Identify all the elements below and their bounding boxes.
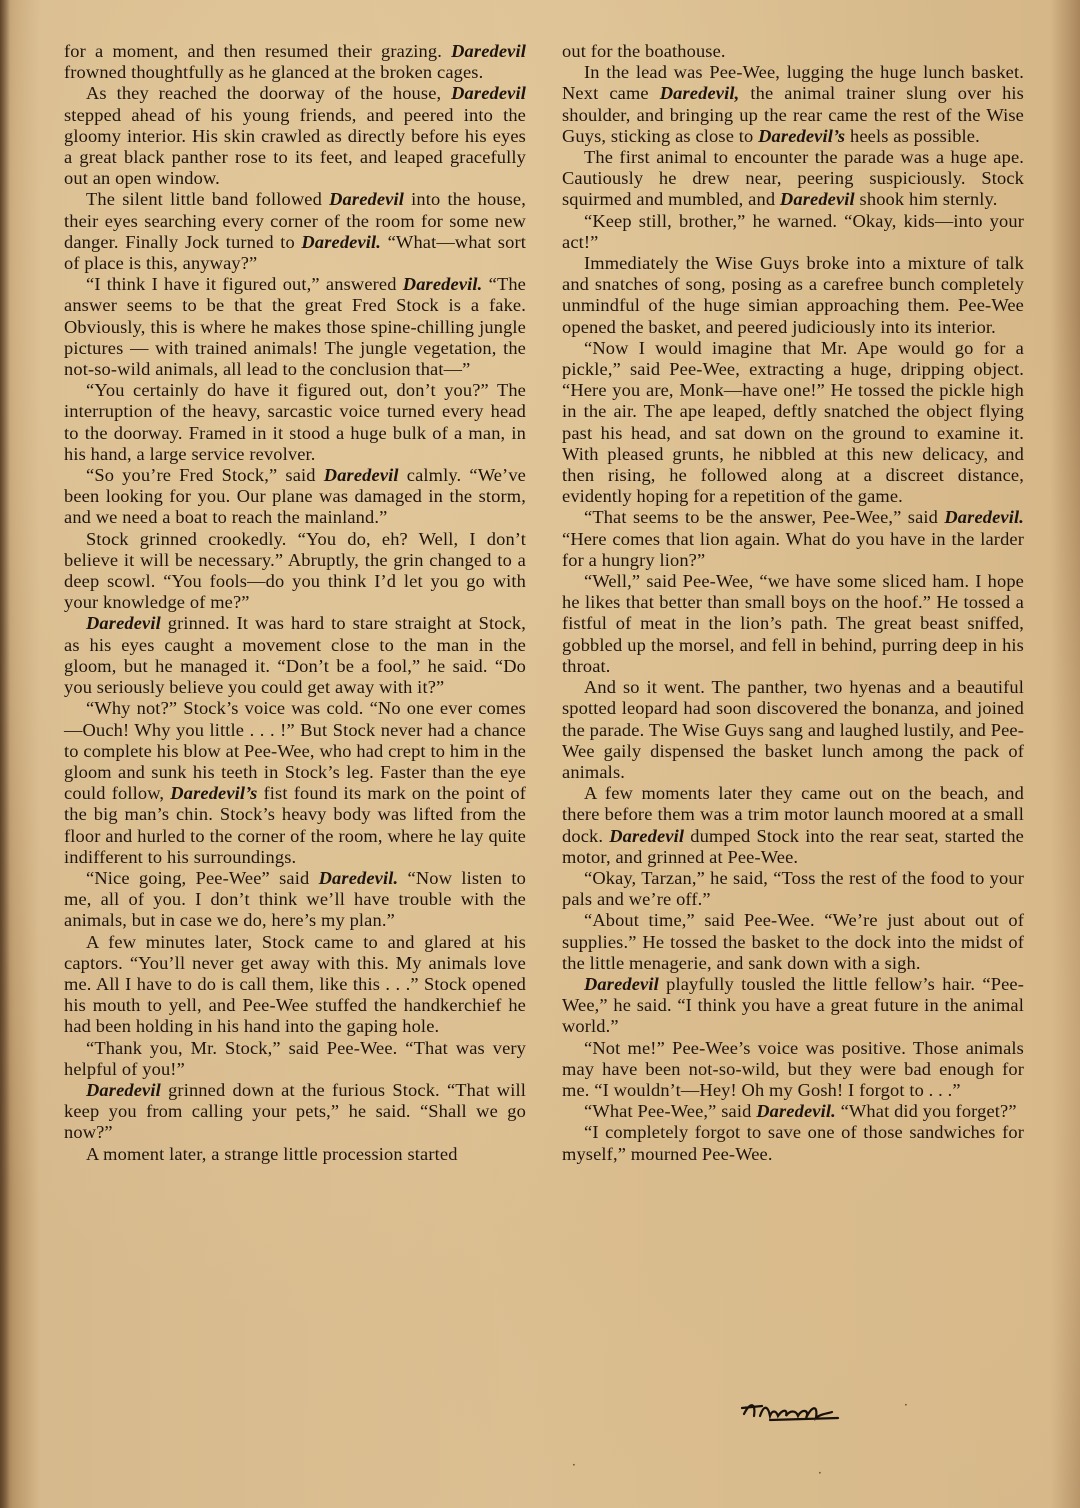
paragraph bbox=[562, 338, 1024, 508]
paragraph bbox=[64, 868, 526, 932]
italic-name: Daredevil bbox=[86, 613, 161, 634]
text-run: A few moments later they came out on the beach, and there before them was a trim motor launch moored at a small dock. bbox=[562, 783, 1024, 846]
text-run: “So you’re Fred Stock,” said bbox=[86, 465, 324, 486]
text-run: “I completely forgot to save one of those sandwiches for myself,” mourned Pee-Wee. bbox=[562, 1122, 1024, 1164]
paragraph bbox=[562, 1122, 1024, 1164]
text-run: “You certainly do have it figured out, don’t you?” The interruption of the heavy, sarcastic voice turned every head to the doorway. Framed in it stood a huge bulk of a man, in his hand, a large service revolver. bbox=[64, 380, 526, 464]
text-run: “What—what sort of place is this, anyway?” bbox=[64, 231, 526, 274]
text-run: The silent little band followed bbox=[86, 189, 330, 210]
text-run: for a moment, and then resumed their grazing. bbox=[64, 41, 452, 61]
paper-speck: · bbox=[818, 1466, 822, 1480]
paragraph bbox=[64, 83, 526, 189]
paragraph bbox=[562, 783, 1024, 868]
right-text-column bbox=[562, 41, 1024, 1165]
text-run: playfully tousled the little fellow’s hair. “Pee-Wee,” he said. “I think you have a great future in the animal world.” bbox=[562, 973, 1024, 1037]
paragraph bbox=[562, 62, 1024, 147]
paragraph bbox=[64, 1038, 526, 1080]
text-run: “The answer seems to be that the great Fred Stock is a fake. Obviously, this is where he makes those spine-chilling jungle pictures — with trained animals! The jungle vegetation, the not-so-wild animals, all lead to the conclusion that—” bbox=[64, 274, 526, 380]
paragraph bbox=[562, 910, 1024, 974]
italic-name: Daredevil. bbox=[944, 507, 1024, 528]
text-run: frowned thoughtfully as he glanced at the broken cages. bbox=[64, 62, 484, 83]
paragraph bbox=[64, 529, 526, 614]
text-run: The first animal to encounter the parade was a huge ape. Cautiously he drew near, peering suspiciously. Stock squirmed and mumbled, and bbox=[562, 147, 1024, 210]
italic-name: Daredevil bbox=[584, 973, 659, 994]
text-run: heels as possible. bbox=[845, 125, 980, 146]
paragraph bbox=[562, 211, 1024, 253]
text-run: And so it went. The panther, two hyenas and a beautiful spotted leopard had soon discovered the bonanza, and joined the parade. The Wise Guys sang and laughed lustily, and Pee-Wee gaily dispensed the basket lunch among the pack of animals. bbox=[562, 677, 1024, 782]
paragraph bbox=[64, 932, 526, 1038]
text-run: “Now listen to me, all of you. I don’t think we’ll have trouble with the animals, but in case we do, here’s my plan.” bbox=[64, 867, 526, 931]
text-run: Stock grinned crookedly. “You do, eh? Well, I don’t believe it will be necessary.” Abruptly, the grin changed to a deep scowl. “You fools—do you think I’d let you go with your knowledge of me?” bbox=[64, 528, 526, 613]
paragraph bbox=[64, 465, 526, 529]
paragraph bbox=[64, 41, 526, 83]
text-run: grinned. It was hard to stare straight at Stock, as his eyes caught a movement close to the man in the gloom, but he managed it. “Don’t be a fool,” he said. “Do you seriously believe you could get away with it?” bbox=[64, 613, 526, 698]
paper-speck: · bbox=[572, 1458, 576, 1472]
paragraph bbox=[562, 253, 1024, 338]
italic-name: Daredevil’s bbox=[758, 125, 846, 146]
text-run: shook him sternly. bbox=[854, 189, 998, 210]
text-run: A moment later, a strange little procession started bbox=[86, 1143, 458, 1164]
text-run: “Well,” said Pee-Wee, “we have some sliced ham. I hope he likes that better than small boys on the hoof.” He tossed a fistful of meat in the lion’s path. The great beast sniffed, gobbled up the morsel, and fell in behind, purring deep in his throat. bbox=[562, 571, 1024, 676]
paragraph bbox=[562, 571, 1024, 677]
text-run: calmly. “We’ve been looking for you. Our plane was damaged in the storm, and we need a boat to reach the mainland.” bbox=[64, 465, 526, 528]
paragraph bbox=[562, 974, 1024, 1038]
text-run: dumped Stock into the rear seat, started the motor, and grinned at Pee-Wee. bbox=[562, 825, 1024, 867]
italic-name: Daredevil bbox=[451, 41, 526, 61]
italic-name: Daredevil. bbox=[318, 867, 399, 888]
text-run: into the house, their eyes searching every corner of the room for some new danger. Finally Jock turned to bbox=[64, 189, 526, 252]
paragraph bbox=[562, 868, 1024, 910]
text-run: As they reached the doorway of the house, bbox=[86, 83, 452, 104]
paper-speck: · bbox=[904, 1398, 908, 1412]
paragraph bbox=[64, 274, 526, 380]
paragraph bbox=[64, 1144, 526, 1165]
text-run: stepped ahead of his young friends, and peered into the gloomy interior. His skin crawled as directly before his eyes a great black panther rose to its feet, and leaped gracefully out an open window. bbox=[64, 104, 526, 189]
italic-name: Daredevil bbox=[323, 465, 399, 486]
text-run: “I think I have it figured out,” answered bbox=[86, 274, 403, 295]
paragraph bbox=[562, 507, 1024, 571]
text-run: “Here comes that lion again. What do you have in the larder for a hungry lion?” bbox=[562, 528, 1024, 570]
paragraph bbox=[562, 1038, 1024, 1102]
paragraph bbox=[64, 1080, 526, 1144]
text-run: “Okay, Tarzan,” he said, “Toss the rest of the food to your pals and we’re off.” bbox=[562, 867, 1024, 910]
italic-name: Daredevil bbox=[609, 825, 685, 846]
italic-name: Daredevil bbox=[86, 1079, 161, 1100]
page-fold-shadow bbox=[0, 0, 10, 1508]
paragraph bbox=[64, 189, 526, 274]
left-text-column bbox=[64, 41, 526, 1165]
italic-name: Daredevil. bbox=[301, 231, 382, 252]
text-run: “Why not?” Stock’s voice was cold. “No one ever comes—Ouch! Why you little . . . !” But Stock never had a chance to complete his blow at Pee-Wee, who had crept to him in the gloom and sunk his teeth in Stock’s leg. Faster than the eye could follow, bbox=[64, 698, 526, 804]
text-run: fist found its mark on the point of the big man’s chin. Stock’s heavy body was lifted from the floor and hurled to the corner of the room, where he lay quite indifferent to his surroundings. bbox=[64, 783, 527, 867]
paragraph bbox=[562, 677, 1024, 783]
text-run: the animal trainer slung over his shoulder, and bringing up the rear came the rest of the Wise Guys, sticking as close to bbox=[562, 83, 1024, 146]
text-run: “What Pee-Wee,” said bbox=[584, 1101, 757, 1122]
text-run: Immediately the Wise Guys broke into a mixture of talk and snatches of song, posing as a carefree bunch completely unmindful of the huge simian approaching them. Pee-Wee opened the basket, and peered judiciously into its interior. bbox=[562, 253, 1024, 337]
italic-name: Daredevil’s bbox=[170, 783, 258, 804]
text-run: “Not me!” Pee-Wee’s voice was positive. Those animals may have been not-so-wild, but they were bad enough for me. “I wouldn’t—Hey! Oh my Gosh! I forgot to . . .” bbox=[562, 1037, 1024, 1100]
italic-name: Daredevil bbox=[779, 189, 855, 210]
paragraph bbox=[562, 1101, 1024, 1122]
text-run: “What did you forget?” bbox=[835, 1101, 1017, 1122]
text-run: In the lead was Pee-Wee, lugging the huge lunch basket. Next came bbox=[562, 62, 1024, 104]
the-end-signature bbox=[740, 1396, 850, 1424]
paragraph bbox=[562, 41, 1024, 62]
text-run: grinned down at the furious Stock. “That will keep you from calling your pets,” he said. “Shall we go now?” bbox=[64, 1079, 526, 1143]
italic-name: Daredevil. bbox=[756, 1101, 836, 1122]
text-run: A few minutes later, Stock came to and glared at his captors. “You’ll never get away with this. My animals love me. All I have to do is call them, like this . . .” Stock opened his mouth to yell, and Pee-Wee stuffed the handkerchief he had been holding in his hand into the gaping hole. bbox=[64, 931, 526, 1037]
paragraph bbox=[64, 698, 526, 868]
text-run: “Now I would imagine that Mr. Ape would go for a pickle,” said Pee-Wee, extracting a huge, dripping object. “Here you are, Monk—have one!” He tossed the pickle high in the air. The ape leaped, deftly snatched the object flying past his head, and sat down on the ground to examine it. With pleased grunts, he nibbled at this new delicacy, and then rising, he followed along at a discreet distance, evidently hoping for a repetition of the game. bbox=[562, 337, 1024, 507]
italic-name: Daredevil, bbox=[659, 83, 740, 104]
text-run: out for the boathouse. bbox=[562, 41, 726, 61]
italic-name: Daredevil. bbox=[402, 274, 483, 295]
paragraph bbox=[64, 380, 526, 465]
text-run: “Keep still, brother,” he warned. “Okay, kids—into your act!” bbox=[562, 210, 1024, 252]
text-run: “Thank you, Mr. Stock,” said Pee-Wee. “That was very helpful of you!” bbox=[64, 1037, 526, 1079]
text-run: “About time,” said Pee-Wee. “We’re just about out of supplies.” He tossed the basket to the dock into the midst of the little menagerie, and sank down with a sigh. bbox=[562, 910, 1024, 973]
paragraph bbox=[562, 147, 1024, 211]
italic-name: Daredevil bbox=[451, 83, 526, 104]
italic-name: Daredevil bbox=[329, 189, 404, 210]
text-run: “Nice going, Pee-Wee” said bbox=[86, 867, 319, 888]
text-run: “That seems to be the answer, Pee-Wee,” said bbox=[584, 507, 945, 528]
paragraph bbox=[64, 613, 526, 698]
